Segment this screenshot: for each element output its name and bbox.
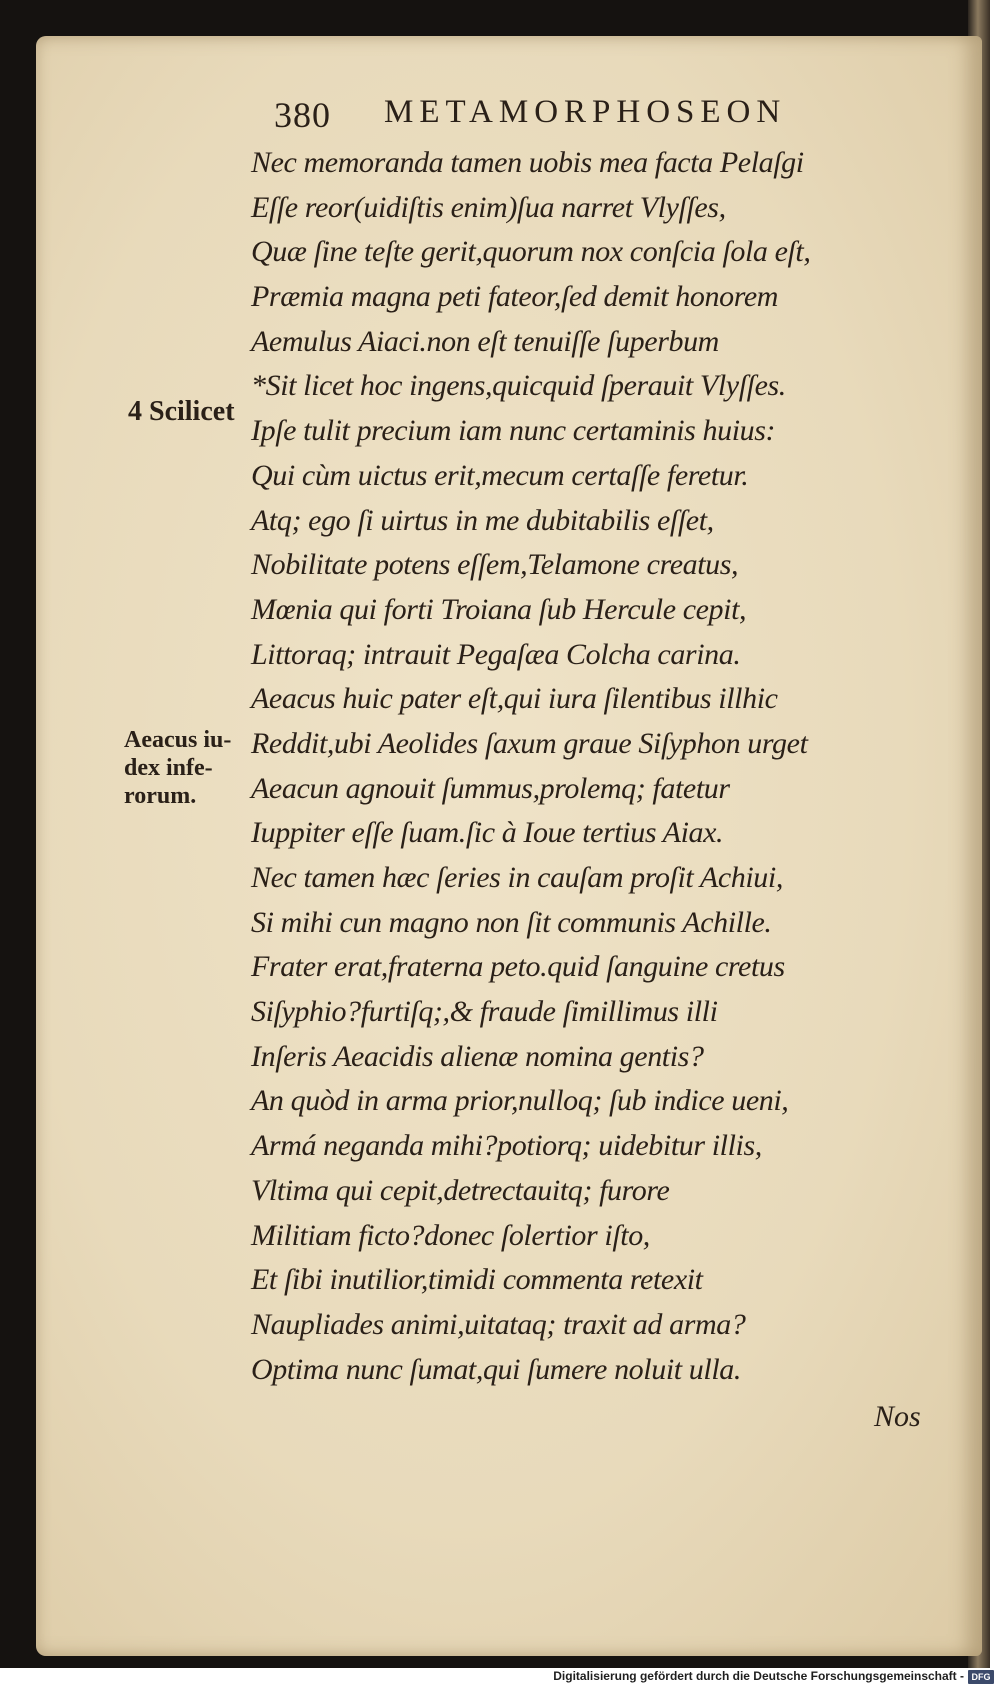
margin-note-line: Aeacus iu- — [124, 727, 232, 753]
verse-line: Eſſe reor(uidiſtis enim)ſua narret Vlyſſes, — [251, 190, 726, 224]
margin-note-aeacus — [124, 726, 259, 810]
verse-line: Quæ ſine teſte gerit,quorum nox conſcia ſola eſt, — [251, 235, 811, 269]
verse-line: Si mihi cun magno non ſit communis Achille. — [251, 905, 772, 939]
footer-bar — [0, 1668, 1000, 1687]
verse-line: Qui cùm uictus erit,mecum certaſſe feretur. — [251, 458, 749, 492]
verse-line: Præmia magna peti fateor,ſed demit honorem — [251, 280, 779, 314]
verse-line: *Sit licet hoc ingens,quicquid ſperauit Vlyſſes. — [251, 369, 786, 403]
verse-line: Frater erat,fraterna peto.quid ſanguine cretus — [251, 950, 785, 984]
margin-note-scilicet: 4 Scilicet — [128, 396, 235, 427]
verse-line: Optima nunc ſumat,qui ſumere noluit ulla. — [251, 1352, 741, 1386]
verse-line: Armá neganda mihi?potiorq; uidebitur illis, — [251, 1129, 762, 1163]
margin-note-line: rorum. — [124, 783, 197, 809]
verse-line: Ipſe tulit precium iam nunc certaminis huius: — [251, 414, 776, 448]
verse-line: Littoraq; intrauit Pegaſæa Colcha carina. — [251, 637, 741, 671]
verse-line: Et ſibi inutilior,timidi commenta retexit — [251, 1263, 703, 1297]
margin-note-line: dex infe- — [124, 755, 213, 781]
verse-line: Aemulus Aiaci.non eſt tenuiſſe ſuperbum — [251, 324, 719, 358]
verse-line: Militiam ficto?donec ſolertior iſto, — [251, 1218, 650, 1252]
verse-list — [251, 141, 951, 1392]
verse-line: Nec memoranda tamen uobis mea facta Pelaſgi — [251, 146, 804, 179]
verse-line: Inſeris Aeacidis alienæ nomina gentis? — [251, 1039, 704, 1073]
verse-line: An quòd in arma prior,nulloq; ſub indice ueni, — [251, 1084, 789, 1118]
paper-page — [36, 36, 982, 1656]
verse-line: Nobilitate potens eſſem,Telamone creatus, — [251, 548, 739, 582]
verse-line: Siſyphio?furtiſq;,& fraude ſimillimus illi — [251, 995, 718, 1029]
verse-line: Aeacun agnouit ſummus,prolemq; fatetur — [251, 771, 730, 805]
verse-line: Atq; ego ſi uirtus in me dubitabilis eſſet, — [251, 503, 714, 537]
verse-line: Aeacus huic pater eſt,qui iura ſilentibus illhic — [251, 682, 778, 716]
verse-line: Nec tamen hæc ſeries in cauſam proſit Achiui, — [251, 861, 783, 894]
page-number: 380 — [274, 95, 331, 135]
digitization-credit: Digitalisierung gefördert durch die Deutsche Forschungsgemeinschaft - — [553, 1669, 964, 1683]
catchword: Nos — [874, 1400, 921, 1433]
page-text-area — [36, 36, 982, 1656]
verse-line: Naupliades animi,uitataq; traxit ad arma? — [251, 1307, 746, 1341]
dfg-logo-icon: DFG — [968, 1670, 994, 1684]
verse-line: Vltima qui cepit,detrectauitq; furore — [251, 1173, 670, 1207]
verse-line: Iuppiter eſſe ſuam.ſic à Ioue tertius Aiax. — [251, 816, 724, 850]
verse-line: Mœnia qui forti Troiana ſub Hercule cepit, — [251, 592, 747, 626]
running-title: METAMORPHOSEON — [384, 94, 787, 130]
verse-line: Reddit,ubi Aeolides ſaxum graue Siſyphon urget — [251, 726, 808, 760]
page-header — [274, 94, 934, 142]
